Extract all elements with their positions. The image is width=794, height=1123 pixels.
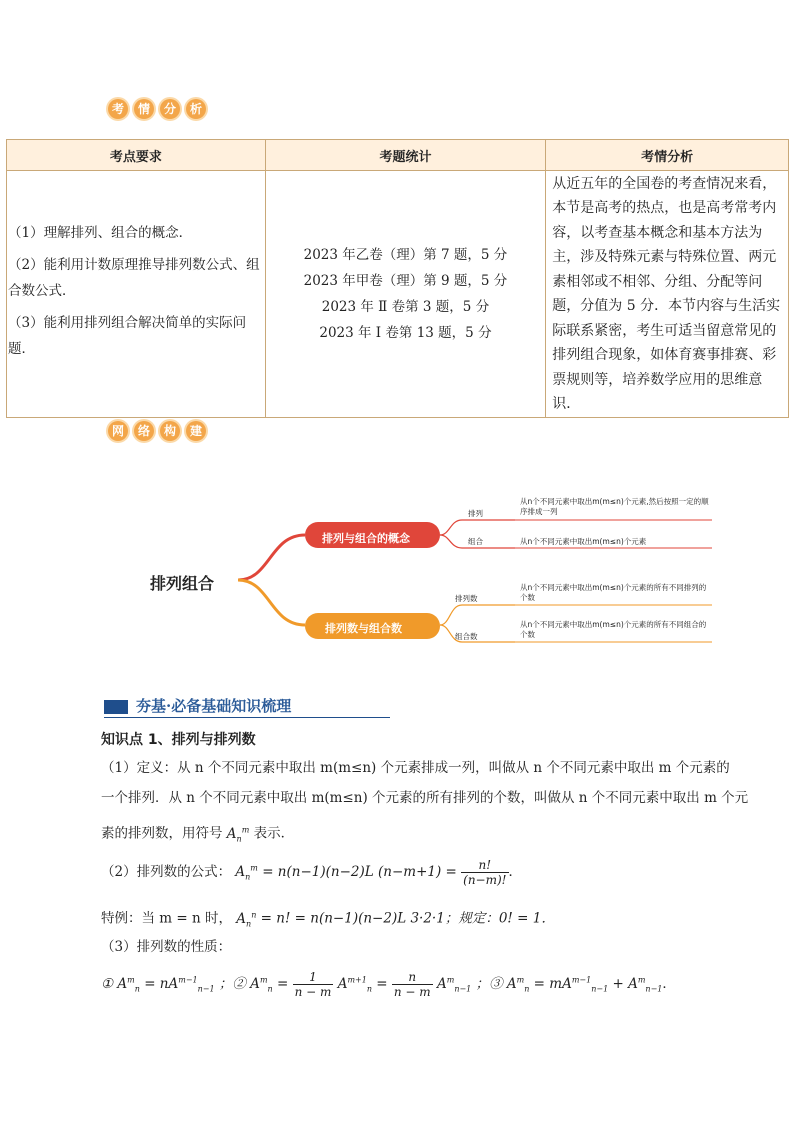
badge-char: 情	[134, 99, 154, 119]
mindmap-leaf-label: 组合	[468, 537, 483, 546]
statistic-item: 2023 年乙卷（理）第 7 题，5 分	[303, 247, 508, 263]
badge-char: 网	[108, 421, 128, 441]
badge-char: 构	[160, 421, 180, 441]
badge-char: 析	[186, 99, 206, 119]
perm-symbol: $A_n^m$	[226, 825, 250, 844]
table-header: 考点要求	[7, 140, 266, 171]
requirement-item: （2）能利用计数原理推导排列数公式、组合数公式．	[8, 257, 260, 299]
mindmap-connector-red	[238, 535, 305, 580]
badge-char: 建	[186, 421, 206, 441]
properties-label: （3）排列数的性质：	[101, 939, 232, 955]
formula-fraction: $\frac{n!}{(n-m)!}$	[463, 858, 507, 887]
requirement-item: （1）理解排列、组合的概念．	[8, 225, 193, 241]
definition-line: 素的排列数，用符号 $A_n^m$ 表示．	[101, 825, 295, 844]
section-title: 夯基·必备基础知识梳理	[136, 697, 292, 715]
statistics-cell	[265, 171, 546, 418]
badge-char: 考	[108, 99, 128, 119]
table-header: 考题统计	[265, 140, 546, 171]
analysis-cell: 从近五年的全国卷的考查情况来看，本节是高考的热点，也是高考常考内容，以考查基本概念和基本方法为主，涉及特殊元素与特殊位置、两元素相邻或不相邻、分组、分配等问题，分值为 5 分．本节内容与生活实际联系紧密，考生可适当留意常见的排列组合现象，如体育赛事排赛、彩票规则等，培养数学应用的思维意识．	[546, 171, 789, 418]
table-header: 考情分析	[546, 140, 789, 171]
mindmap-leaf-text: 从n个不同元素中取出m(m≤n)个元素,然后按照一定的顺序排成一列	[520, 497, 709, 516]
mindmap-root: 排列组合	[150, 574, 215, 593]
requirement-item: （3）能利用排列组合解决简单的实际问题．	[8, 315, 247, 357]
properties-line: ① $A^m_n = nA^{m-1}_{n-1}$ ；② $A^m_n$ = $\frac{1}{n - m}$ $A^{m+1}_n$ = $\frac{n}{n - m}$ $A^m_{n-1}$ ；③ $A^m_n = mA^{m-1}_{n-1} + A^m_{n-1}$．	[101, 970, 676, 999]
kp1-title: 知识点 1、排列与排列数	[101, 732, 256, 748]
mindmap-branch1: 排列与组合的概念	[322, 532, 410, 545]
mindmap-connector-orange	[238, 580, 305, 625]
badge-char: 分	[160, 99, 180, 119]
mindmap-sub-connector	[440, 520, 515, 535]
statistic-item: 2023 年 Ⅱ 卷第 3 题，5 分	[321, 299, 490, 315]
definition-line: 一个排列．从 n 个不同元素中取出 m(m≤n) 个元素的所有排列的个数，叫做从 n 个不同元素中取出 m 个元	[101, 790, 749, 806]
requirements-cell	[7, 171, 266, 418]
exam-analysis-table	[6, 139, 789, 418]
badge-char: 络	[134, 421, 154, 441]
mindmap-leaf-label: 组合数	[455, 632, 478, 641]
special-case-line: 特例：当 m = n 时， $A_n^n = n$! = n(n−1)(n−2)L 3·2·1；规定：0! = 1．	[101, 910, 555, 929]
section-badge-network	[100, 420, 214, 442]
statistic-item: 2023 年甲卷（理）第 9 题，5 分	[303, 273, 508, 289]
definition-line: （1）定义：从 n 个不同元素中取出 m(m≤n) 个元素排成一列，叫做从 n 个不同元素中取出 m 个元素的	[101, 760, 730, 776]
mindmap-leaf-text: 从n个不同元素中取出m(m≤n)个元素	[520, 537, 647, 546]
mindmap-leaf-text: 从n个不同元素中取出m(m≤n)个元素的所有不同排列的个数	[520, 583, 707, 602]
statistic-item: 2023 年 Ⅰ 卷第 13 题，5 分	[319, 325, 492, 341]
mindmap-leaf-label: 排列数	[455, 594, 478, 603]
mindmap-leaf-label: 排列	[468, 509, 483, 518]
mindmap-branch2: 排列数与组合数	[325, 622, 402, 635]
mindmap-sub-connector	[440, 605, 515, 625]
section-badge-analysis	[100, 98, 214, 120]
mindmap-leaf-text: 从n个不同元素中取出m(m≤n)个元素的所有不同组合的个数	[520, 620, 707, 639]
section-header	[104, 694, 390, 718]
formula-line: （2）排列数的公式： $A_n^m = n(n-1)(n-2)L$ (n−m+1) = $\frac{n!}{(n-m)!}$ ．	[101, 858, 522, 887]
